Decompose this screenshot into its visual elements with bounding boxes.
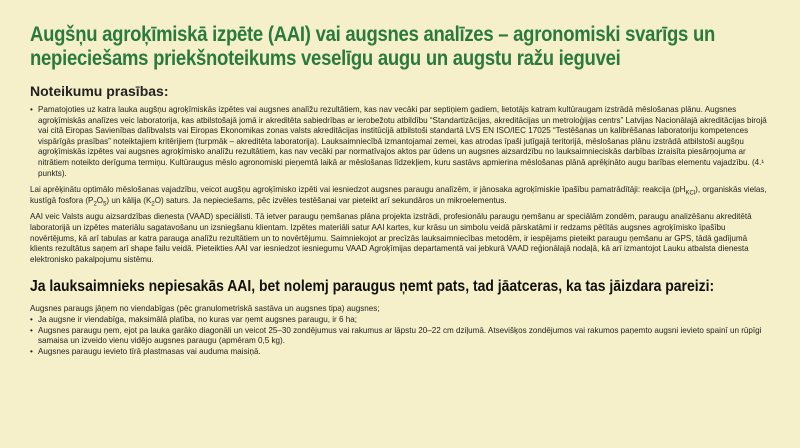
requirements-list — [30, 105, 772, 179]
sampling-bullets — [30, 315, 772, 357]
paragraph-analysis-indicators: Lai aprēķinātu optimālo mēslošanas vajadzību, veicot augšņu agroķīmisko izpēti vai iesniedzot augsnes paraugu analīzēm, ir jānosaka agroķīmiskie īpašību pamatrādītāji: reakcija $(pH_{KCl})$, organiskās vielas, kustīgā fosfora $(P_2O_5)$ un kālija $(K_2O)$ saturs. Ja nepieciešams, pēc izvēles testēšanai var pieteikt arī sekundāros un mikroelementus. — [30, 185, 767, 208]
requirements-heading: Noteikumu prasības: — [30, 83, 169, 99]
title-line-2: nepieciešams priekšnoteikums veselīgu augu un augstu ražu ieguvei — [30, 46, 621, 70]
requirements-bullet: • Pamatojoties uz katra lauka augšņu agroķīmiskās izpētes vai augsnes analīžu rezultātiem, kas nav vecāki par septiņiem gadiem, lietotājs katram kultūraugam izstrādā mēslošanas plānu. Augsnes agroķīmiskās analīzes veic laboratorija, kas atbilstošajā jomā ir akreditēta sabiedrības ar ierobežotu atbildību “Standartizācijas, akreditācijas un metroloģijas centrs” Latvijas Nacionālajā akreditācijas birojā vai citā Eiropas Savienības dalībvalsts vai Eiropas Ekonomikas zonas valsts akreditācijas institūcijā atbilstoši standartā LVS EN ISO/IEC 17025 “Testēšanas un kalibrēšanas laboratoriju kompetences vispārīgās prasības” noteiktajiem kritērijiem (turpmāk – akreditēta laboratorija). Lauksaimniecībā izmantojamai zemei, kas atrodas īpaši jutīgajā teritorijā, mēslošanas plānu izstrādā atbilstoši augšņu agroķīmiskās izpētes vai augsnes agroķīmisko analīžu rezultātiem, kas nav vecāki par normatīvajos aktos par ūdens un augsnes aizsardzību no lauksaimnieciskās darbības izraisīta piesārņojuma ar nitrātiem noteikto derīguma termiņu. Kultūraugus mēslo agronomiski pieņemtā laikā ar mēslošanas līdzekļiem, kuru sastāvs apmierina mēslošanas plānā aprēķināto augu barības elementu vajadzību. (4.¹ punkts). — [30, 105, 772, 179]
paragraph-vaad-service: AAI veic Valsts augu aizsardzības dienesta (VAAD) speciālisti. Tā ietver paraugu ņemšanas plāna projekta izstrādi, profesionālu paraugu ņemšanu ar speciālām zondēm, paraugu analizēšanu akreditētā laboratorijā un izpētes materiālu sagatavošanu un izsniegšanu klientam. Izpētes materiāli satur AAI kartes, kur krāsu un simbolu veidā pārskatāmi ir redzams pētītās augsnes agroķīmisko īpašību novērtējums, kā arī tabulas ar katra parauga analīžu rezultātiem un to novērtējumu. Saimniekojot ar precīzās lauksaimniecības metodēm, ir iespējams pieteikt paraugu ņemšanu ar GPS, tādā gadījumā klients rezultātus saņem arī shape failu veidā. Pieteikties AAI var iesniedzot iesniegumu VAAD Agroķīmijas departamentā vai jebkurā VAAD reģionālajā nodaļā, kā arī izmantojot Lauku atbalsta dienesta elektronisko pakalpojumu sistēmu. — [30, 212, 752, 264]
list-item: • Ja augsne ir viendabīga, maksimālā platība, no kuras var ņemt augsnes paraugu, ir 6 ha; — [30, 315, 772, 326]
page-title — [30, 22, 770, 70]
sampling-instructions — [30, 304, 772, 357]
list-item: • Augsnes paraugu ievieto tīrā plastmasas vai auduma maisiņā. — [30, 347, 772, 358]
sampling-intro-line: Augsnes paraugs jāņem no viendabīgas (pēc granulometriskā sastāva un augsnes tipa) augsnes; — [30, 304, 380, 314]
self-sampling-heading: Ja lauksaimnieks nepiesakās AAI, bet nolemj paraugus ņemt pats, tad jāatceras, ka tas jāizdara pareizi: — [30, 278, 715, 296]
title-line-1: Augšņu agroķīmiskā izpēte (AAI) vai augsnes analīzes – agronomiski svarīgs un — [30, 22, 716, 46]
list-item: • Augsnes paraugu ņem, ejot pa lauka garāko diagonāli un veicot 25–30 zondējumus vai rakumus ar lāpstu 20–22 cm dziļumā. Atsevišķos zondējumos vai rakumos paņemto augsni ievieto spainī un rūpīgi samaisa un izveido vienu vidējo augsnes paraugu (apmēram 0,5 kg). — [30, 326, 772, 347]
